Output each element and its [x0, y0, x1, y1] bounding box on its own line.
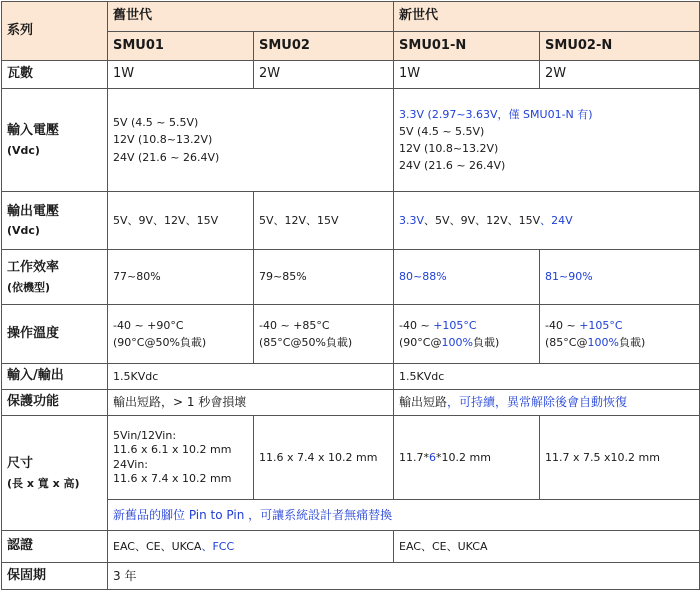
- output-voltage-smu01: 5V、9V、12V、15V: [108, 192, 254, 250]
- input-voltage-label: 輸入電壓: [7, 123, 60, 139]
- output-voltage-new-3v3: 3.3V: [399, 213, 425, 227]
- dimensions-smu02n: 11.7 x 7.5 x10.2 mm: [540, 416, 700, 500]
- output-voltage-label-cell: [2, 192, 108, 250]
- dimensions-note: 新舊品的腳位 Pin to Pin ，可讓系統設計者無痛替換: [108, 500, 700, 531]
- temp-derate-suffix: 負載): [472, 336, 500, 349]
- protection-old: 輸出短路，> 1 秒會損壞: [108, 390, 394, 416]
- temp-derate-load: 100%: [587, 336, 619, 349]
- certification-label: 認證: [2, 531, 108, 563]
- temp-range-max: +105°C: [433, 318, 477, 332]
- dimensions-smu01-line: 11.6 x 7.4 x 10.2 mm: [113, 471, 232, 485]
- dimensions-smu01n: [394, 416, 540, 500]
- temp-derate-suffix: 負載): [618, 336, 646, 349]
- wattage-smu02: 2W: [254, 61, 394, 89]
- protection-new-prefix: 輸出短路: [399, 395, 448, 410]
- input-voltage-new: [394, 89, 700, 192]
- wattage-smu01: 1W: [108, 61, 254, 89]
- output-voltage-label: 輸出電壓: [7, 203, 60, 219]
- series-header: 系列: [2, 2, 108, 61]
- protection-new-highlight: ，可持續，異常解除後會自動恢復: [447, 395, 628, 410]
- input-voltage-old: [108, 89, 394, 192]
- input-voltage-label-cell: [2, 89, 108, 192]
- operating-temp-smu01n: [394, 305, 540, 364]
- dimensions-label-cell: [2, 416, 108, 531]
- output-voltage-new-common: 、5V、9V、12V、15V: [424, 213, 541, 227]
- model-header-smu01n: SMU01-N: [394, 32, 540, 61]
- protection-new: [394, 390, 700, 416]
- dimensions-smu01-line: 5Vin/12Vin:: [113, 428, 177, 442]
- input-voltage-old-line: 24V (21.6 ~ 26.4V): [113, 150, 220, 164]
- temp-range-max: +105°C: [579, 318, 623, 332]
- operating-temp-smu01-derating: (90°C@50%負載): [113, 336, 207, 349]
- input-voltage-new-highlight: 3.3V (2.97~3.63V，僅 SMU01-N 有): [399, 107, 593, 121]
- isolation-old: 1.5KVdc: [108, 364, 394, 390]
- dimensions-label: 尺寸: [7, 456, 34, 472]
- certification-old: [108, 531, 394, 563]
- operating-temp-smu02n: [540, 305, 700, 364]
- dimensions-sub: (長 x 寬 x 高): [7, 476, 80, 490]
- temp-derate-prefix: (85°C@: [545, 336, 588, 349]
- spec-comparison-table: [1, 1, 700, 590]
- new-generation-header: 新世代: [394, 2, 700, 32]
- certification-old-fcc: 、FCC: [201, 539, 235, 553]
- temp-derate-load: 100%: [441, 336, 473, 349]
- dimensions-smu01-line: 24Vin:: [113, 457, 149, 471]
- operating-temp-label: 操作溫度: [2, 305, 108, 364]
- model-header-smu02n: SMU02-N: [540, 32, 700, 61]
- temp-derate-prefix: (90°C@: [399, 336, 442, 349]
- output-voltage-smu02: 5V、12V、15V: [254, 192, 394, 250]
- efficiency-smu01n: 80~88%: [394, 250, 540, 305]
- wattage-label: 瓦數: [2, 61, 108, 89]
- output-voltage-new: [394, 192, 700, 250]
- input-voltage-old-line: 5V (4.5 ~ 5.5V): [113, 116, 199, 130]
- operating-temp-smu02-derating: (85°C@50%負載): [259, 336, 353, 349]
- input-voltage-new-line: 12V (10.8~13.2V): [399, 142, 499, 155]
- old-generation-header: 舊世代: [108, 2, 394, 32]
- certification-old-common: EAC、CE、UKCA: [113, 539, 202, 553]
- isolation-new: 1.5KVdc: [394, 364, 700, 390]
- efficiency-sub: (依機型): [7, 280, 51, 294]
- output-voltage-unit: (Vdc): [7, 224, 40, 238]
- operating-temp-smu02-range: -40 ~ +85°C: [259, 318, 330, 332]
- wattage-smu02n: 2W: [540, 61, 700, 89]
- model-header-smu01: SMU01: [108, 32, 254, 61]
- dim-width-highlight: 6: [429, 450, 437, 464]
- dimensions-smu02: 11.6 x 7.4 x 10.2 mm: [254, 416, 394, 500]
- efficiency-label: 工作效率: [7, 260, 60, 276]
- certification-new: EAC、CE、UKCA: [394, 531, 700, 563]
- temp-range-prefix: -40 ~: [545, 318, 580, 332]
- dimensions-smu01: [108, 416, 254, 500]
- operating-temp-smu02: [254, 305, 394, 364]
- input-voltage-old-line: 12V (10.8~13.2V): [113, 133, 213, 147]
- efficiency-label-cell: [2, 250, 108, 305]
- dim-part: *10.2 mm: [436, 450, 491, 464]
- wattage-smu01n: 1W: [394, 61, 540, 89]
- dimensions-smu01-line: 11.6 x 6.1 x 10.2 mm: [113, 443, 232, 457]
- operating-temp-smu01: [108, 305, 254, 364]
- input-voltage-new-line: 5V (4.5 ~ 5.5V): [399, 124, 485, 138]
- efficiency-smu02n: 81~90%: [540, 250, 700, 305]
- temp-range-prefix: -40 ~: [399, 318, 434, 332]
- model-header-smu02: SMU02: [254, 32, 394, 61]
- isolation-label: 輸入/輸出: [2, 364, 108, 390]
- operating-temp-smu01-range: -40 ~ +90°C: [113, 318, 184, 332]
- input-voltage-new-line: 24V (21.6 ~ 26.4V): [399, 159, 506, 173]
- warranty-label: 保固期: [2, 563, 108, 590]
- efficiency-smu02: 79~85%: [254, 250, 394, 305]
- dim-part: 11.7*: [399, 450, 430, 464]
- warranty-value: 3 年: [108, 563, 700, 590]
- output-voltage-new-24v: 、24V: [540, 213, 573, 227]
- efficiency-smu01: 77~80%: [108, 250, 254, 305]
- protection-label: 保護功能: [2, 390, 108, 416]
- input-voltage-unit: (Vdc): [7, 143, 40, 157]
